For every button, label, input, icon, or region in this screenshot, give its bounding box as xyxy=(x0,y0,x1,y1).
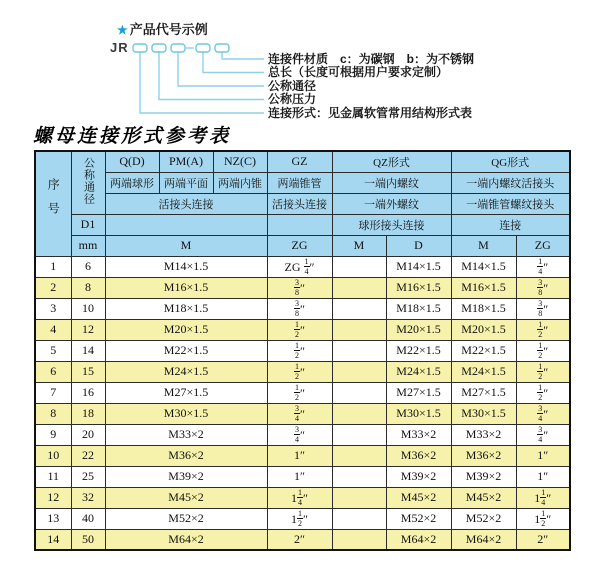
cell-m-thread: M20×1.5 xyxy=(105,319,267,340)
cell-qz-m xyxy=(332,466,386,487)
table-row xyxy=(35,466,570,487)
fraction: $\frac{1}{4}$ xyxy=(541,487,546,507)
cell-mm: 32 xyxy=(71,487,105,508)
cell-qg-m: M52×2 xyxy=(451,508,516,529)
table-row xyxy=(35,298,570,319)
cell-qg-zg: $\frac{3}{8}$ ″ xyxy=(516,298,570,319)
fraction: $\frac{1}{2}$ xyxy=(541,508,546,528)
cell-m-thread: M52×2 xyxy=(105,508,267,529)
fraction: $\frac{1}{2}$ xyxy=(295,340,299,360)
star-icon: ★ xyxy=(117,23,128,37)
cell-qz-m xyxy=(332,298,386,319)
nut-connection-table xyxy=(34,150,571,551)
cell-qg-zg: 1 $\frac{1}{2}$ ″ xyxy=(516,508,570,529)
header-col-nzc: NZ(C) xyxy=(213,151,267,172)
header-qz-desc2: 一端外螺纹 xyxy=(332,193,451,214)
fraction: $\frac{1}{4}$ xyxy=(298,487,302,507)
header-col-qg: QG形式 xyxy=(451,151,570,172)
table-row xyxy=(35,382,570,403)
cell-serial: 8 xyxy=(35,403,71,424)
cell-m-thread: M39×2 xyxy=(105,466,267,487)
table-row xyxy=(35,445,570,466)
cell-qg-zg: 1 $\frac{1}{4}$ ″ xyxy=(516,487,570,508)
cell-serial: 1 xyxy=(35,256,71,277)
cell-zg-thread: 1″ xyxy=(267,466,332,487)
header-qz-d: D xyxy=(386,235,451,256)
cell-qz-d: M14×1.5 xyxy=(386,256,451,277)
cell-qg-zg: $\frac{1}{2}$ ″ xyxy=(516,319,570,340)
fraction: $\frac{1}{2}$ xyxy=(295,361,299,381)
header-nominal-diameter xyxy=(71,151,105,214)
cell-qg-zg: 1″ xyxy=(516,445,570,466)
cell-zg-thread: $\frac{1}{2}$ ″ xyxy=(267,319,332,340)
cell-qg-m: M14×1.5 xyxy=(451,256,516,277)
cell-qz-d: M22×1.5 xyxy=(386,340,451,361)
fraction: $\frac{3}{4}$ xyxy=(295,424,299,444)
connector-line xyxy=(222,52,264,59)
cell-serial: 6 xyxy=(35,361,71,382)
cell-m-thread: M18×1.5 xyxy=(105,298,267,319)
code-prefix: JR xyxy=(110,40,129,55)
cell-qg-zg: $\frac{1}{2}$ ″ xyxy=(516,361,570,382)
table-row xyxy=(35,277,570,298)
header-qg-m: M xyxy=(451,235,516,256)
table-row xyxy=(35,403,570,424)
header-union-connection: 活接头连接 xyxy=(105,193,267,214)
cell-mm: 20 xyxy=(71,424,105,445)
table-header xyxy=(35,151,570,256)
cell-serial: 11 xyxy=(35,466,71,487)
header-gz-union: 活接头连接 xyxy=(267,193,332,214)
cell-qz-d: M45×2 xyxy=(386,487,451,508)
cell-qg-m: M30×1.5 xyxy=(451,403,516,424)
cell-qz-m xyxy=(332,445,386,466)
empty-cell xyxy=(105,214,267,235)
table-row xyxy=(35,508,570,529)
code-label-length: 总长（长度可根据用户要求定制） xyxy=(268,65,449,79)
cell-mm: 12 xyxy=(71,319,105,340)
cell-qg-zg: $\frac{1}{4}$ ″ xyxy=(516,256,570,277)
cell-qz-d: M30×1.5 xyxy=(386,403,451,424)
header-qg-desc2: 一端锥管螺纹接头 xyxy=(451,193,570,214)
cell-qz-m xyxy=(332,382,386,403)
header-col-pma: PM(A) xyxy=(159,151,213,172)
header-mm: mm xyxy=(71,235,105,256)
cell-mm: 22 xyxy=(71,445,105,466)
cell-m-thread: M64×2 xyxy=(105,529,267,550)
cell-serial: 10 xyxy=(35,445,71,466)
cell-qz-d: M18×1.5 xyxy=(386,298,451,319)
code-label-connection: 连接形式：见金属软管常用结构形式表 xyxy=(268,106,473,120)
cell-mm: 8 xyxy=(71,277,105,298)
fraction: $\frac{1}{2}$ xyxy=(538,340,543,360)
header-serial-text: 序号 xyxy=(46,178,61,227)
cell-qz-m xyxy=(332,403,386,424)
cell-qz-d: M36×2 xyxy=(386,445,451,466)
header-col-qz: QZ形式 xyxy=(332,151,451,172)
table-row xyxy=(35,256,570,277)
cell-qg-zg: $\frac{1}{2}$ ″ xyxy=(516,382,570,403)
diagram-heading xyxy=(117,19,208,38)
header-qg-desc1: 一端内螺纹活接头 xyxy=(451,172,570,193)
cell-qg-m: M22×1.5 xyxy=(451,340,516,361)
cell-mm: 25 xyxy=(71,466,105,487)
cell-qz-d: M16×1.5 xyxy=(386,277,451,298)
cell-serial: 3 xyxy=(35,298,71,319)
table-title: 螺母连接形式参考表 xyxy=(33,125,232,147)
cell-serial: 4 xyxy=(35,319,71,340)
table-body xyxy=(35,256,570,550)
fraction: $\frac{3}{4}$ xyxy=(538,403,543,423)
cell-zg-thread: $\frac{1}{2}$ ″ xyxy=(267,382,332,403)
cell-serial: 12 xyxy=(35,487,71,508)
cell-qz-m xyxy=(332,424,386,445)
cell-zg-thread: $\frac{3}{4}$ ″ xyxy=(267,424,332,445)
fraction: $\frac{1}{2}$ xyxy=(295,319,299,339)
cell-mm: 14 xyxy=(71,340,105,361)
cell-qz-m xyxy=(332,361,386,382)
cell-zg-thread: $\frac{1}{2}$ ″ xyxy=(267,361,332,382)
code-label-diameter: 公称通径 xyxy=(268,79,317,93)
cell-m-thread: M16×1.5 xyxy=(105,277,267,298)
header-col-gz: GZ xyxy=(267,151,332,172)
cell-qg-m: M20×1.5 xyxy=(451,319,516,340)
cell-zg-thread: 1″ xyxy=(267,445,332,466)
cell-qg-m: M33×2 xyxy=(451,424,516,445)
fraction: $\frac{3}{8}$ xyxy=(538,277,543,297)
fraction: $\frac{1}{2}$ xyxy=(298,508,302,528)
cell-zg-thread: $\frac{1}{2}$ ″ xyxy=(267,340,332,361)
cell-qg-m: M16×1.5 xyxy=(451,277,516,298)
header-qg-connection: 连接 xyxy=(451,214,570,235)
connector-line xyxy=(178,52,264,86)
table-row xyxy=(35,361,570,382)
cell-qg-zg: $\frac{1}{2}$ ″ xyxy=(516,340,570,361)
cell-qg-m: M18×1.5 xyxy=(451,298,516,319)
connector-line xyxy=(203,52,264,73)
cell-mm: 40 xyxy=(71,508,105,529)
cell-serial: 9 xyxy=(35,424,71,445)
table-row xyxy=(35,340,570,361)
table-row xyxy=(35,529,570,550)
cell-qz-m xyxy=(332,529,386,550)
cell-mm: 6 xyxy=(71,256,105,277)
cell-zg-thread: 1 $\frac{1}{4}$ ″ xyxy=(267,487,332,508)
table-row xyxy=(35,319,570,340)
cell-qg-m: M39×2 xyxy=(451,466,516,487)
fraction: $\frac{3}{4}$ xyxy=(538,424,543,444)
header-col-qd: Q(D) xyxy=(105,151,159,172)
fraction: $\frac{3}{4}$ xyxy=(295,403,299,423)
cell-qz-m xyxy=(332,487,386,508)
cell-zg-thread: 1 $\frac{1}{2}$ ″ xyxy=(267,508,332,529)
cell-m-thread: M27×1.5 xyxy=(105,382,267,403)
cell-qz-m xyxy=(332,277,386,298)
cell-qz-m xyxy=(332,319,386,340)
code-box xyxy=(215,44,229,52)
cell-qz-d: M33×2 xyxy=(386,424,451,445)
cell-mm: 50 xyxy=(71,529,105,550)
table-row xyxy=(35,424,570,445)
header-nzc-desc: 两端内锥 xyxy=(213,172,267,193)
header-pma-desc: 两端平面 xyxy=(159,172,213,193)
cell-qg-zg: $\frac{3}{4}$ ″ xyxy=(516,403,570,424)
cell-zg-thread: $\frac{3}{8}$ ″ xyxy=(267,298,332,319)
fraction: $\frac{1}{4}$ xyxy=(538,256,543,276)
header-gz-desc: 两端锥管 xyxy=(267,172,332,193)
diagram-title: 产品代号示例 xyxy=(129,22,208,37)
fraction: $\frac{1}{2}$ xyxy=(538,382,543,402)
cell-qz-d: M20×1.5 xyxy=(386,319,451,340)
header-qg-zg: ZG xyxy=(516,235,570,256)
code-label-pressure: 公称压力 xyxy=(268,92,317,106)
cell-qg-m: M45×2 xyxy=(451,487,516,508)
code-box xyxy=(196,44,210,52)
cell-qg-zg: 2″ xyxy=(516,529,570,550)
cell-serial: 13 xyxy=(35,508,71,529)
header-zg-thread: ZG xyxy=(267,235,332,256)
cell-qz-d: M64×2 xyxy=(386,529,451,550)
fraction: $\frac{1}{4}$ xyxy=(304,256,309,276)
fraction: $\frac{3}{8}$ xyxy=(295,277,299,297)
cell-mm: 15 xyxy=(71,361,105,382)
cell-serial: 2 xyxy=(35,277,71,298)
cell-qz-d: M24×1.5 xyxy=(386,361,451,382)
cell-m-thread: M36×2 xyxy=(105,445,267,466)
fraction: $\frac{1}{2}$ xyxy=(295,382,299,402)
cell-mm: 18 xyxy=(71,403,105,424)
fraction: $\frac{3}{8}$ xyxy=(538,298,543,318)
header-qd-desc: 两端球形 xyxy=(105,172,159,193)
cell-qg-m: M64×2 xyxy=(451,529,516,550)
code-box xyxy=(133,44,147,52)
cell-qg-m: M36×2 xyxy=(451,445,516,466)
header-qz-connection: 球形接头连接 xyxy=(332,214,451,235)
cell-m-thread: M22×1.5 xyxy=(105,340,267,361)
header-qz-m: M xyxy=(332,235,386,256)
cell-qg-zg: $\frac{3}{8}$ ″ xyxy=(516,277,570,298)
code-box xyxy=(152,44,166,52)
cell-qg-zg: 1″ xyxy=(516,466,570,487)
cell-qg-m: M24×1.5 xyxy=(451,361,516,382)
cell-m-thread: M14×1.5 xyxy=(105,256,267,277)
cell-m-thread: M24×1.5 xyxy=(105,361,267,382)
empty-cell xyxy=(267,214,332,235)
fraction: $\frac{1}{2}$ xyxy=(538,319,543,339)
header-d1: D1 xyxy=(71,214,105,235)
header-serial xyxy=(35,151,71,256)
cell-mm: 10 xyxy=(71,298,105,319)
cell-qz-m xyxy=(332,340,386,361)
table-row xyxy=(35,487,570,508)
code-box xyxy=(171,44,185,52)
cell-m-thread: M30×1.5 xyxy=(105,403,267,424)
header-qz-desc1: 一端内螺纹 xyxy=(332,172,451,193)
cell-qz-d: M27×1.5 xyxy=(386,382,451,403)
cell-serial: 5 xyxy=(35,340,71,361)
cell-zg-thread: $\frac{3}{4}$ ″ xyxy=(267,403,332,424)
cell-mm: 16 xyxy=(71,382,105,403)
cell-zg-thread: 2″ xyxy=(267,529,332,550)
fraction: $\frac{3}{8}$ xyxy=(295,298,299,318)
cell-serial: 14 xyxy=(35,529,71,550)
cell-qz-m xyxy=(332,256,386,277)
code-label-material: 连接件材质 c：为碳钢 b：为不锈钢 xyxy=(268,52,475,66)
cell-qz-d: M39×2 xyxy=(386,466,451,487)
fraction: $\frac{1}{2}$ xyxy=(538,361,543,381)
cell-qg-m: M27×1.5 xyxy=(451,382,516,403)
cell-qz-m xyxy=(332,508,386,529)
cell-zg-thread: $\frac{3}{8}$ ″ xyxy=(267,277,332,298)
cell-serial: 7 xyxy=(35,382,71,403)
cell-m-thread: M33×2 xyxy=(105,424,267,445)
header-nominal-diameter-text: 公称通径 xyxy=(82,157,95,206)
cell-qz-d: M52×2 xyxy=(386,508,451,529)
cell-qg-zg: $\frac{3}{4}$ ″ xyxy=(516,424,570,445)
cell-zg-thread: ZG $\frac{1}{4}$ ″ xyxy=(267,256,332,277)
cell-m-thread: M45×2 xyxy=(105,487,267,508)
header-m-thread: M xyxy=(105,235,267,256)
